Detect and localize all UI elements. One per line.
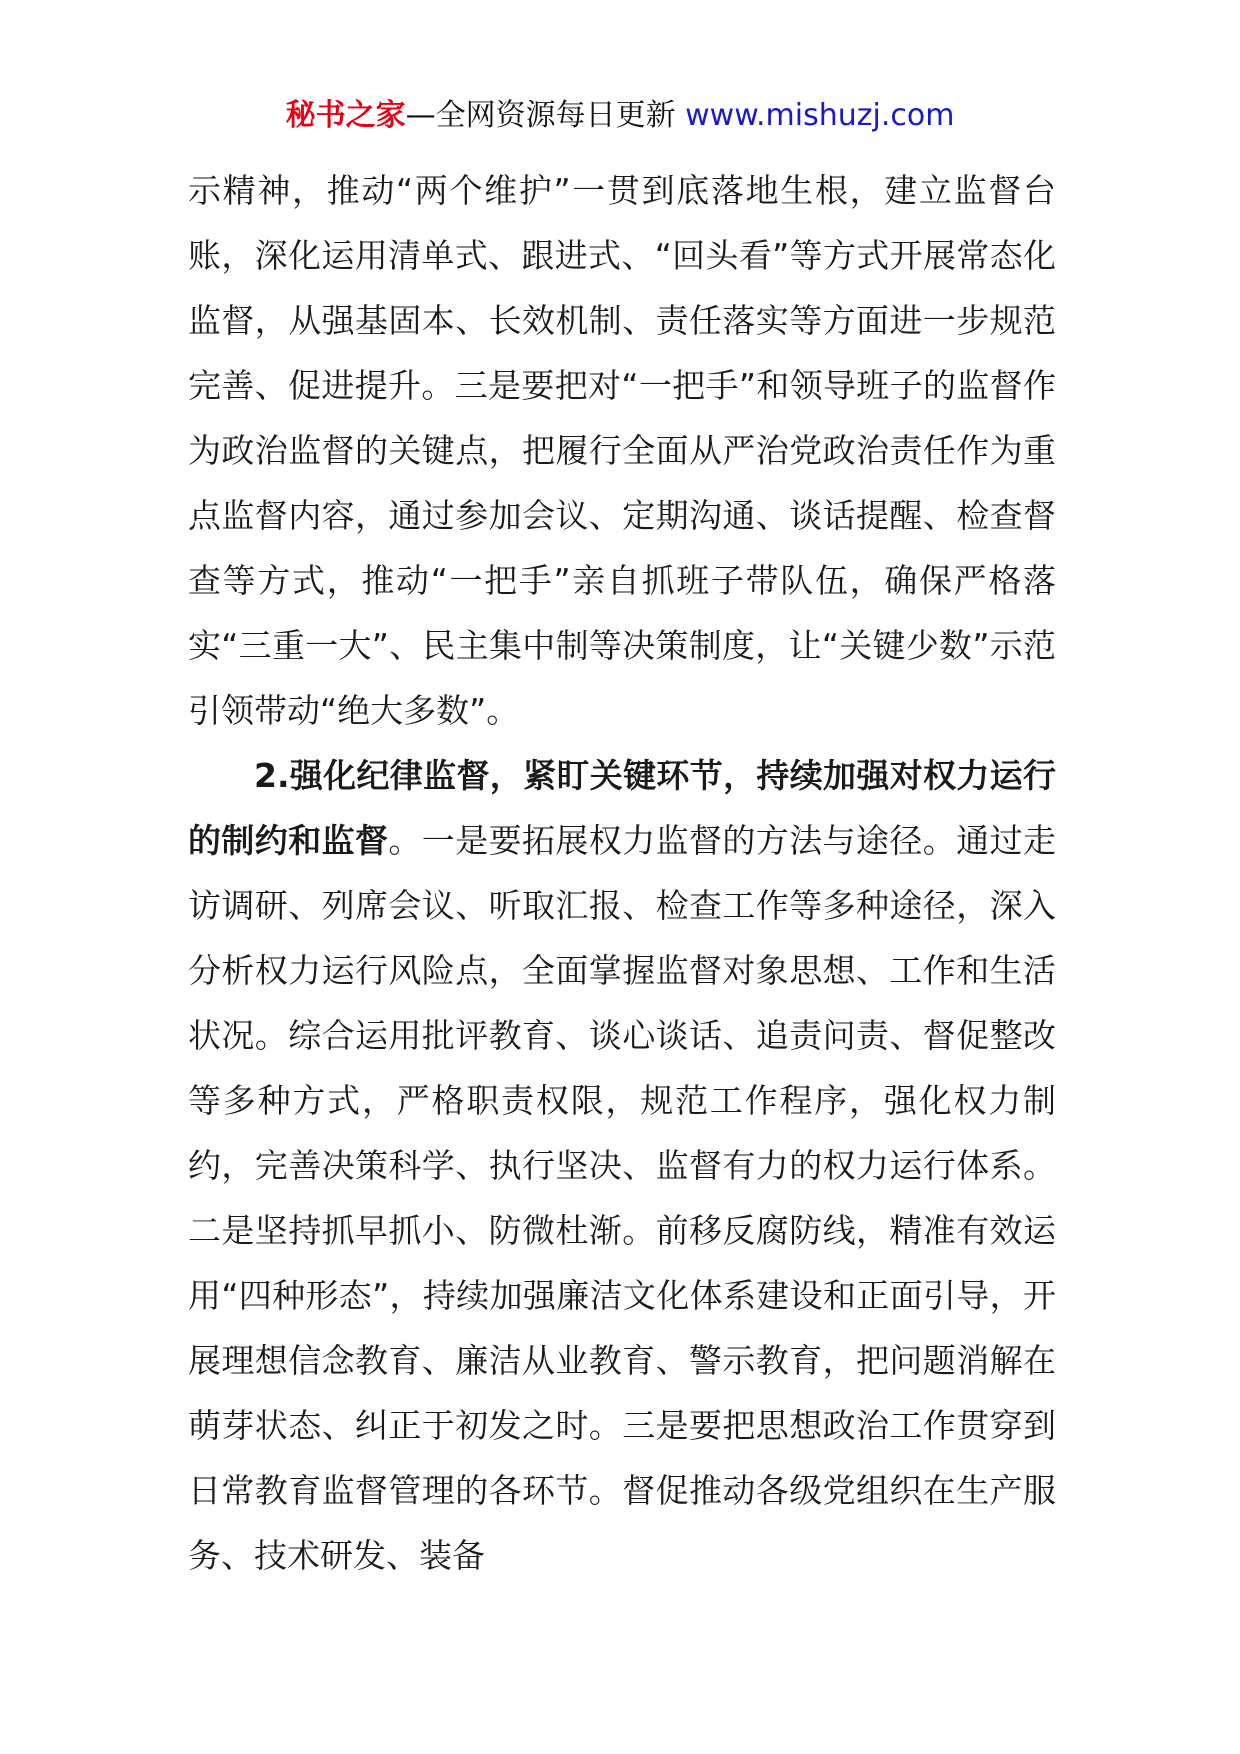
page-header bbox=[0, 98, 1240, 134]
document-body bbox=[188, 158, 1056, 1588]
site-tagline: —全网资源每日更新 bbox=[405, 98, 686, 133]
site-url: www.mishuzj.com bbox=[685, 98, 955, 133]
section-2-heading: 2.强化纪律监督，紧盯关键环节，持续加强对权力运行的制约和监督 bbox=[188, 756, 1056, 860]
paragraph-section-2 bbox=[188, 743, 1056, 1588]
section-2-text: 。一是要拓展权力监督的方法与途径。通过走访调研、列席会议、听取汇报、检查工作等多种途径，深入分析权力运行风险点，全面掌握监督对象思想、工作和生活状况。综合运用批评教育、谈心谈话、追责问责、督促整改等多种方式，严格职责权限，规范工作程序，强化权力制约，完善决策科学、执行坚决、监督有力的权力运行体系。二是坚持抓早抓小、防微杜渐。前移反腐防线，精准有效运用“四种形态”，持续加强廉洁文化体系建设和正面引导，开展理想信念教育、廉洁从业教育、警示教育，把问题消解在萌芽状态、纠正于初发之时。三是要把思想政治工作贯穿到日常教育监督管理的各环节。督促推动各级党组织在生产服务、技术研发、装备 bbox=[188, 821, 1057, 1575]
paragraph-continued: 示精神，推动“两个维护”一贯到底落地生根，建立监督台账，深化运用清单式、跟进式、“回头看”等方式开展常态化监督，从强基固本、长效机制、责任落实等方面进一步规范完善、促进提升。三是要把对“一把手”和领导班子的监督作为政治监督的关键点，把履行全面从严治党政治责任作为重点监督内容，通过参加会议、定期沟通、谈话提醒、检查督查等方式，推动“一把手”亲自抓班子带队伍，确保严格落实“三重一大”、民主集中制等决策制度，让“关键少数”示范引领带动“绝大多数”。 bbox=[188, 171, 1056, 730]
site-brand: 秘书之家 bbox=[285, 98, 406, 133]
